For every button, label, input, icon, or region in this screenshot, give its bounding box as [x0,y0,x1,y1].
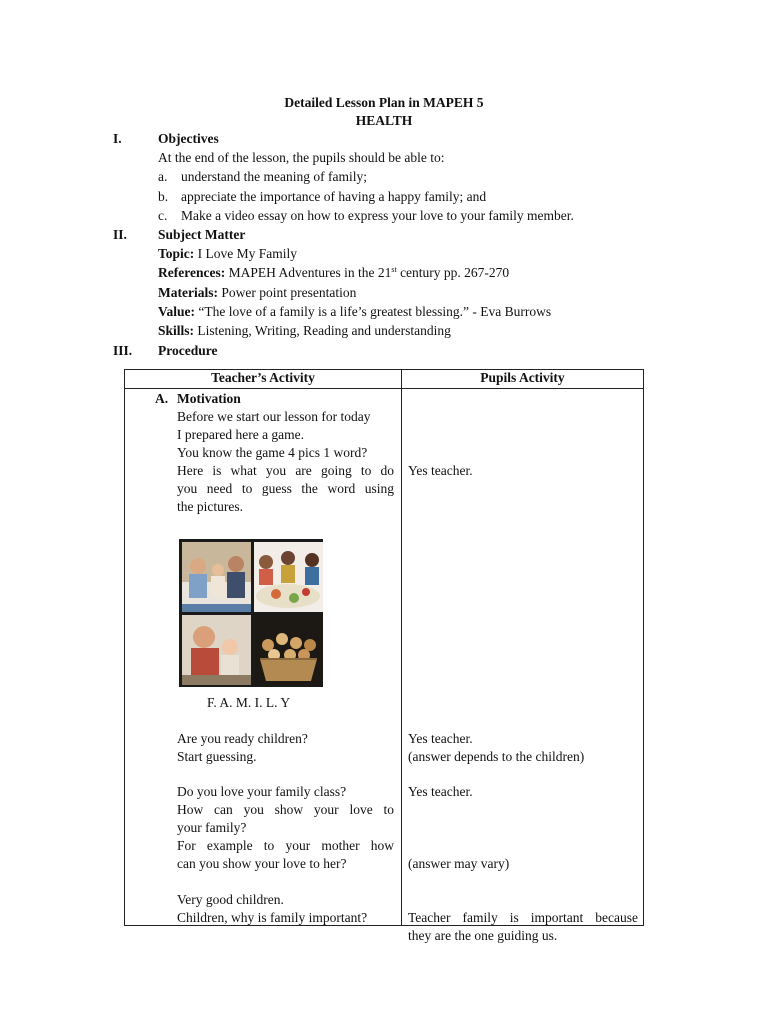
skills-line [158,323,451,339]
table-row [125,389,644,926]
subject-matter-number: II. [113,227,127,242]
teacher-line: Are you ready children? [177,731,308,746]
pupil-response: Yes teacher. [408,731,473,746]
value-label: Value: [158,304,196,319]
topic-label: Topic: [158,246,195,261]
objectives-intro: At the end of the lesson, the pupils should be able to: [158,150,445,165]
puppies-basket-photo-icon [254,615,323,685]
materials-label: Materials: [158,285,218,300]
pupil-response: (answer depends to the children) [408,749,585,764]
objective-letter-b: b. [158,189,169,204]
teacher-line: How can you show your love to [177,802,394,817]
answer-word: F. A. M. I. L. Y [207,695,291,710]
references-label: References: [158,265,226,280]
skills-label: Skills: [158,323,195,338]
family-dinner-photo-icon [254,542,323,612]
teacher-line: the pictures. [177,499,243,514]
procedure-heading: Procedure [158,343,218,358]
teacher-line: you need to guess the word using [177,481,394,496]
teacher-line: Start guessing. [177,749,257,764]
objective-text-c: Make a video essay on how to express your love to your family member. [181,208,574,223]
teacher-line: Before we start our lesson for today [177,409,371,424]
skills-value: Listening, Writing, Reading and understanding [197,323,451,338]
four-pics-one-word-image [179,539,323,687]
references-line [158,265,509,281]
pupil-response: Teacher family is important because [408,910,638,925]
objective-text-b: appreciate the importance of having a happy family; and [181,189,487,204]
value-quote: “The love of a family is a life’s greatest blessing.” - Eva Burrows [198,304,552,319]
objective-letter-a: a. [158,169,168,184]
pupil-response: Yes teacher. [408,463,473,478]
family-photo-icon [182,542,251,612]
section-title: Motivation [177,391,241,406]
pupil-response: (answer may vary) [408,856,510,871]
teacher-activity-cell [125,389,402,926]
teacher-line: Do you love your family class? [177,784,347,799]
pupil-response: Yes teacher. [408,784,473,799]
section-letter: A. [155,391,169,406]
topic-value: I Love My Family [197,246,298,261]
subject-matter-heading: Subject Matter [158,227,246,242]
procedure-table [124,369,644,943]
objectives-heading: Objectives [158,131,219,146]
objective-text-a: understand the meaning of family; [181,169,367,184]
objective-letter-c: c. [158,208,168,223]
pupils-activity-header: Pupils Activity [402,370,644,389]
table-header-row [125,370,644,389]
teacher-line: can you show your love to her? [177,856,347,871]
father-child-photo-icon [182,615,251,685]
materials-line [158,285,356,301]
teacher-line: Children, why is family important? [177,910,368,925]
teacher-line: You know the game 4 pics 1 word? [177,445,368,460]
teacher-line: Here is what you are going to do [177,463,394,478]
references-value-post: century pp. 267-270 [400,265,510,280]
document-title: Detailed Lesson Plan in MAPEH 5 [284,95,484,110]
pupil-response: they are the one guiding us. [408,928,558,943]
references-value-pre: MAPEH Adventures in the 21 [228,265,392,280]
document-subtitle: HEALTH [355,113,413,128]
references-superscript: st [391,265,397,274]
teacher-activity-header: Teacher’s Activity [125,370,402,389]
objectives-number: I. [113,131,122,146]
materials-value: Power point presentation [221,285,357,300]
procedure-number: III. [113,343,133,358]
teacher-line: I prepared here a game. [177,427,305,442]
teacher-line: For example to your mother how [177,838,394,853]
pupils-activity-cell [402,389,644,943]
value-line [158,304,551,320]
teacher-line: Very good children. [177,892,284,907]
teacher-line: your family? [177,820,247,835]
topic-line [158,246,297,262]
